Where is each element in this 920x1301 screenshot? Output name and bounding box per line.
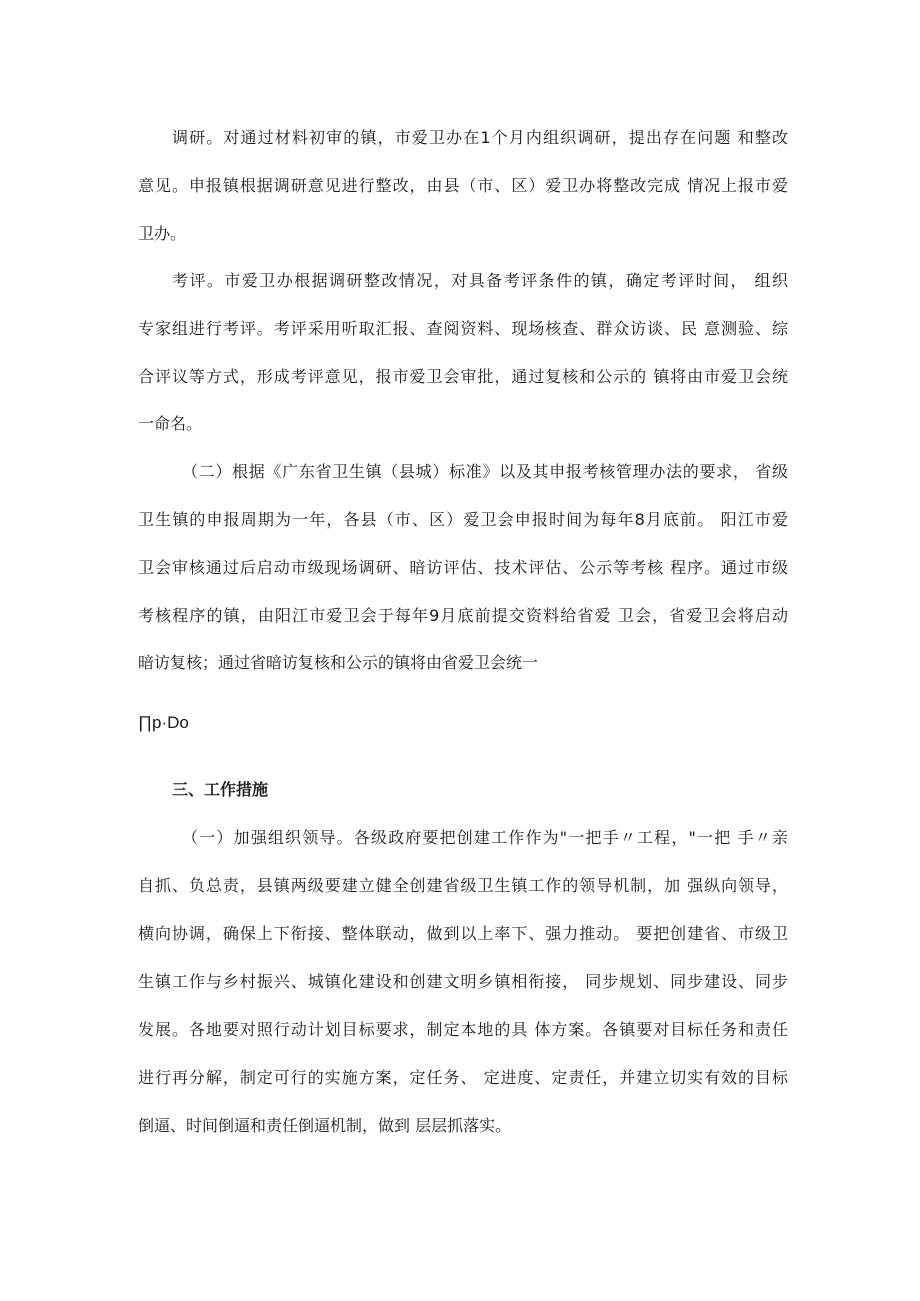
paragraph-2-line-2: 专家组进行考评。考评采用听取汇报、查阅资料、现场核查、群众访谈、民 意测验、综	[138, 319, 788, 338]
paragraph-1-line-2: 意见。申报镇根据调研意见进行整改，由县（市、区）爱卫办将整改完成 情况上报市爱	[138, 176, 788, 195]
paragraph-1-line-1: 调研。对通过材料初审的镇，市爱卫办在1个月内组织调研，提出存在问题 和整改	[172, 128, 788, 147]
paragraph-3-line-5: 暗访复核；通过省暗访复核和公示的镇将由省爱卫会统一	[138, 653, 539, 672]
measures-line-1: （一）加强组织领导。各级政府要把创建工作作为"一把手〃工程，"一把 手〃亲	[182, 828, 788, 847]
garbled-fragment: ∏p·Do	[138, 713, 189, 732]
paragraph-2-line-3: 合评议等方式，形成考评意见，报市爱卫会审批，通过复核和公示的 镇将由市爱卫会统	[138, 367, 788, 386]
section-heading: 三、工作措施	[172, 780, 269, 799]
paragraph-3-line-2: 卫生镇的申报周期为一年，各县（市、区）爱卫会申报时间为每年8月底前。 阳江市爱	[138, 510, 788, 529]
measures-line-4: 生镇工作与乡村振兴、城镇化建设和创建文明乡镇相衔接， 同步规划、同步建设、同步	[138, 972, 788, 991]
measures-line-7: 倒逼、时间倒逼和责任倒逼机制，做到 层层抓落实。	[138, 1116, 512, 1135]
measures-line-5: 发展。各地要对照行动计划目标要求，制定本地的具 体方案。各镇要对目标任务和责任	[138, 1020, 788, 1039]
paragraph-3-line-1: （二）根据《广东省卫生镇（县城）标准》以及其申报考核管理办法的要求， 省级	[182, 462, 788, 481]
paragraph-3-line-3: 卫会审核通过后启动市级现场调研、暗访评估、技术评估、公示等考核 程序。通过市级	[138, 558, 788, 577]
measures-line-6: 进行再分解，制定可行的实施方案，定任务、 定进度、定责任，并建立切实有效的目标	[138, 1068, 788, 1087]
measures-line-2: 自抓、负总责，县镇两级要建立健全创建省级卫生镇工作的领导机制，加 强纵向领导，	[138, 876, 788, 895]
paragraph-3-line-4: 考核程序的镇，由阳江市爱卫会于每年9月底前提交资料给省爱 卫会，省爱卫会将启动	[138, 606, 788, 625]
paragraph-2-line-1: 考评。市爱卫办根据调研整改情况，对具备考评条件的镇，确定考评时间， 组织	[172, 271, 788, 290]
measures-line-3: 横向协调，确保上下衔接、整体联动，做到以上率下、强力推动。 要把创建省、市级卫	[138, 924, 788, 943]
paragraph-1-line-3: 卫办。	[138, 224, 187, 243]
paragraph-2-line-4: 一命名。	[138, 414, 203, 433]
